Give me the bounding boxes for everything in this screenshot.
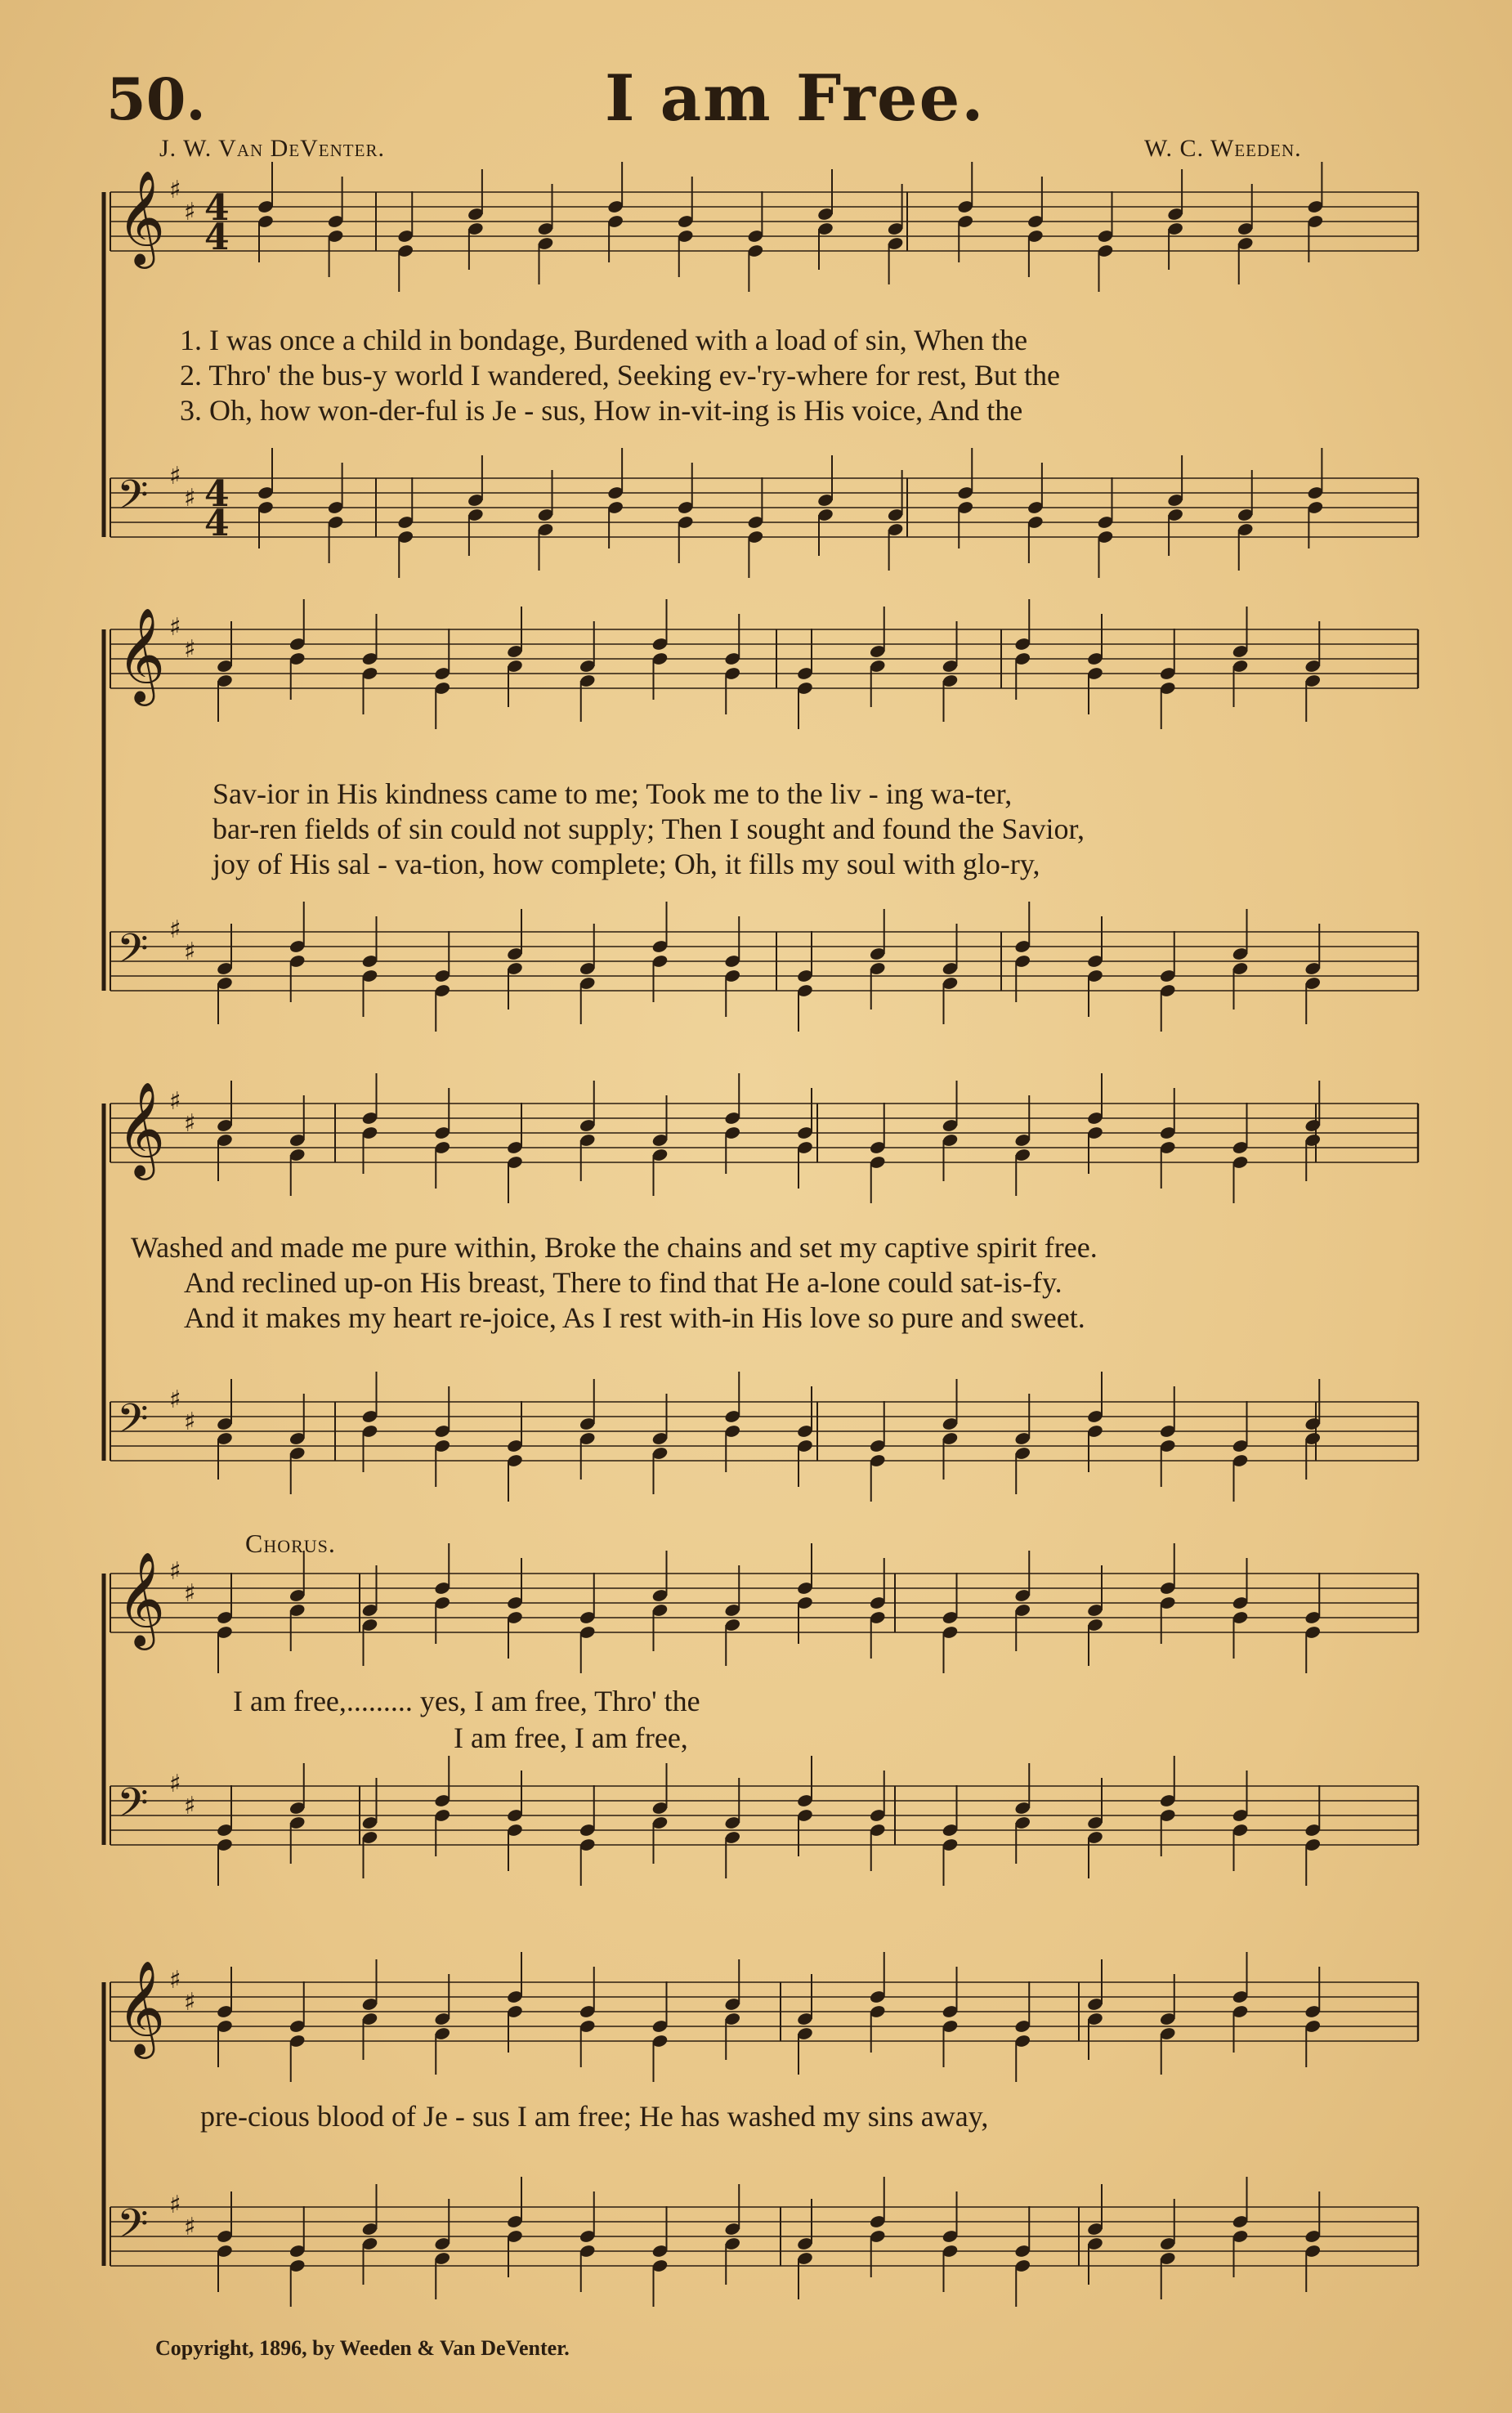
- sharp-sign: ♯: [169, 1087, 181, 1117]
- composer-credit: W. C. Weeden.: [1144, 135, 1302, 162]
- time-signature: 4: [204, 217, 230, 259]
- lyric-line: And it makes my heart re-joice, As I rest with-in His love so pure and sweet.: [184, 1301, 1085, 1334]
- hymn-number: 50.: [106, 65, 206, 133]
- sharp-sign: ♯: [184, 1109, 196, 1139]
- bass-clef: 𝄢: [117, 471, 149, 529]
- time-signature: 4: [204, 473, 230, 516]
- sharp-sign: ♯: [184, 1988, 196, 2017]
- sharp-sign: ♯: [184, 1792, 196, 1821]
- bass-clef: 𝄢: [117, 1779, 149, 1837]
- bass-clef: 𝄢: [117, 1395, 149, 1453]
- sharp-sign: ♯: [184, 484, 196, 513]
- hymn-title: I am Free.: [605, 61, 986, 136]
- treble-clef: 𝄞: [117, 1959, 166, 2055]
- sharp-sign: ♯: [184, 1579, 196, 1609]
- treble-clef: 𝄞: [117, 1080, 166, 1176]
- sharp-sign: ♯: [169, 176, 181, 205]
- lyric-line: 2. Thro' the bus-y world I wandered, Seeking ev-'ry-where for rest, But the: [180, 359, 1060, 392]
- lyric-line: I am free,......... yes, I am free, Thro' the: [233, 1685, 700, 1717]
- copyright-notice: Copyright, 1896, by Weeden & Van DeVenter.: [155, 2336, 570, 2360]
- sharp-sign: ♯: [184, 2213, 196, 2242]
- treble-clef: 𝄞: [117, 168, 166, 265]
- sharp-sign: ♯: [169, 2191, 181, 2220]
- sharp-sign: ♯: [184, 938, 196, 967]
- sharp-sign: ♯: [169, 1557, 181, 1587]
- lyric-line: Sav-ior in His kindness came to me; Took me to the liv - ing wa-ter,: [212, 777, 1013, 810]
- time-signature: 4: [204, 187, 230, 230]
- lyricist-credit: J. W. Van DeVenter.: [159, 135, 385, 162]
- lyric-line: 3. Oh, how won-der-ful is Je - sus, How in-vit-ing is His voice, And the: [180, 394, 1023, 427]
- chorus-label: Chorus.: [245, 1529, 336, 1558]
- sharp-sign: ♯: [169, 1386, 181, 1415]
- lyric-line: Washed and made me pure within, Broke the chains and set my captive spirit free.: [131, 1231, 1098, 1264]
- lyric-line: joy of His sal - va-tion, how complete; Oh, it fills my soul with glo-ry,: [212, 848, 1040, 880]
- sharp-sign: ♯: [169, 916, 181, 945]
- lyric-line: And reclined up-on His breast, There to find that He a-lone could sat-is-fy.: [184, 1266, 1062, 1299]
- sharp-sign: ♯: [184, 1408, 196, 1437]
- sharp-sign: ♯: [169, 1966, 181, 1995]
- treble-clef: 𝄞: [117, 606, 166, 702]
- bass-clef: 𝄢: [117, 924, 149, 983]
- lyric-line: I am free, I am free,: [454, 1721, 688, 1754]
- sharp-sign: ♯: [169, 462, 181, 491]
- bass-clef: 𝄢: [117, 2200, 149, 2258]
- time-signature: 4: [204, 503, 230, 545]
- sharp-sign: ♯: [184, 198, 196, 227]
- sharp-sign: ♯: [169, 1770, 181, 1799]
- lyric-line: pre-cious blood of Je - sus I am free; He has washed my sins away,: [200, 2100, 989, 2133]
- sharp-sign: ♯: [169, 613, 181, 642]
- lyric-line: 1. I was once a child in bondage, Burdened with a load of sin, When the: [180, 324, 1028, 356]
- treble-clef: 𝄞: [117, 1550, 166, 1646]
- sharp-sign: ♯: [184, 635, 196, 665]
- lyric-line: bar-ren fields of sin could not supply; Then I sought and found the Savior,: [212, 813, 1085, 845]
